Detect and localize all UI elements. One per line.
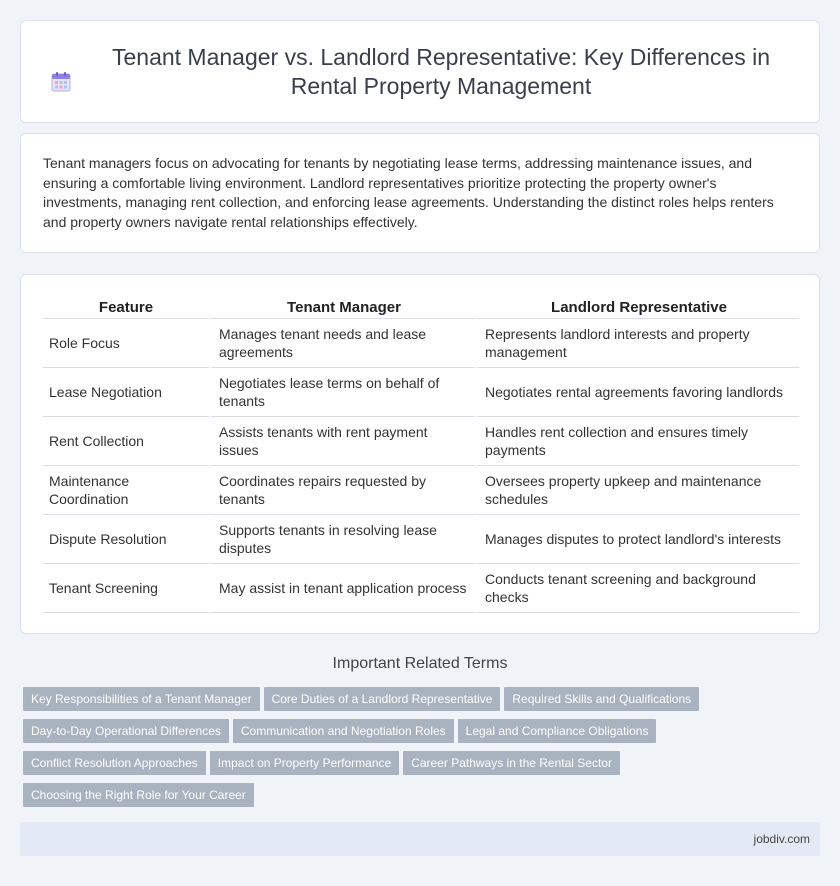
- table-row: [43, 466, 799, 515]
- header-landlord-representative: Landlord Representative: [475, 295, 799, 319]
- cell-feature: Role Focus: [43, 319, 209, 368]
- table-row: [43, 417, 799, 466]
- related-term-tag[interactable]: Day-to-Day Operational Differences: [23, 719, 229, 743]
- header-tenant-manager: Tenant Manager: [209, 295, 475, 319]
- related-term-tag[interactable]: Career Pathways in the Rental Sector: [403, 751, 620, 775]
- table-row: [43, 515, 799, 564]
- comparison-table-card: [20, 274, 820, 634]
- related-term-tag[interactable]: Communication and Negotiation Roles: [233, 719, 454, 743]
- related-term-tag[interactable]: Required Skills and Qualifications: [504, 687, 699, 711]
- cell-tenant-manager: Coordinates repairs requested by tenants: [209, 466, 475, 515]
- cell-tenant-manager: Negotiates lease terms on behalf of tenants: [209, 368, 475, 417]
- comparison-table: [43, 295, 799, 613]
- cell-tenant-manager: May assist in tenant application process: [209, 564, 475, 613]
- related-term-tag[interactable]: Core Duties of a Landlord Representative: [264, 687, 501, 711]
- cell-landlord-representative: Negotiates rental agreements favoring landlords: [475, 368, 799, 417]
- related-terms-list: [23, 687, 813, 815]
- related-terms-title: Important Related Terms: [332, 655, 508, 672]
- title-wrap: [50, 43, 790, 101]
- cell-landlord-representative: Manages disputes to protect landlord's interests: [475, 515, 799, 564]
- related-term-tag[interactable]: Key Responsibilities of a Tenant Manager: [23, 687, 260, 711]
- title-card: [20, 20, 820, 123]
- related-term-tag[interactable]: Conflict Resolution Approaches: [23, 751, 206, 775]
- cell-feature: Rent Collection: [43, 417, 209, 466]
- cell-landlord-representative: Conducts tenant screening and background checks: [475, 564, 799, 613]
- cell-landlord-representative: Represents landlord interests and property management: [475, 319, 799, 368]
- cell-landlord-representative: Handles rent collection and ensures timely payments: [475, 417, 799, 466]
- related-term-tag[interactable]: Legal and Compliance Obligations: [458, 719, 657, 743]
- table-row: [43, 564, 799, 613]
- cell-feature: Dispute Resolution: [43, 515, 209, 564]
- cell-landlord-representative: Oversees property upkeep and maintenance schedules: [475, 466, 799, 515]
- header-feature: Feature: [43, 295, 209, 319]
- footer: [20, 822, 820, 856]
- cell-tenant-manager: Assists tenants with rent payment issues: [209, 417, 475, 466]
- calendar-icon: [50, 71, 72, 93]
- table-header-row: [43, 295, 799, 319]
- related-term-tag[interactable]: Choosing the Right Role for Your Career: [23, 783, 254, 807]
- intro-text: Tenant managers focus on advocating for tenants by negotiating lease terms, addressing maintenance issues, and ensuring a comfortable living environment. Landlord representatives prioritize protecting the property owner's investments, managing rent collection, and enforcing lease agreements. Understanding the distinct roles helps renters and property owners navigate rental relationships effectively.: [43, 155, 774, 230]
- cell-feature: Lease Negotiation: [43, 368, 209, 417]
- page-title: Tenant Manager vs. Landlord Representative: Key Differences in Rental Property Management: [111, 43, 770, 99]
- related-term-tag[interactable]: Impact on Property Performance: [210, 751, 399, 775]
- cell-feature: Maintenance Coordination: [43, 466, 209, 515]
- cell-feature: Tenant Screening: [43, 564, 209, 613]
- cell-tenant-manager: Supports tenants in resolving lease disputes: [209, 515, 475, 564]
- intro-card: [20, 133, 820, 253]
- table-row: [43, 319, 799, 368]
- cell-tenant-manager: Manages tenant needs and lease agreements: [209, 319, 475, 368]
- table-row: [43, 368, 799, 417]
- footer-site-link[interactable]: jobdiv.com: [753, 832, 810, 846]
